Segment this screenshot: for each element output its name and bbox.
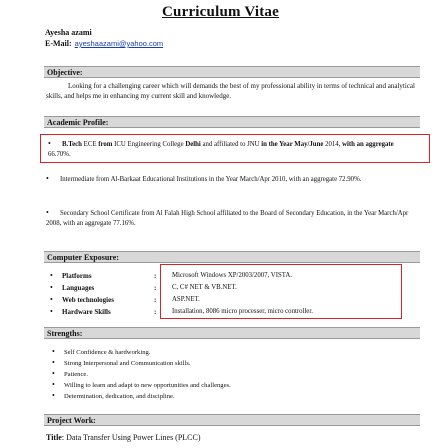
skill-row <box>50 283 168 292</box>
project-title-label: Title <box>46 433 62 442</box>
skill-row <box>50 307 168 316</box>
skill-value: Microsoft Windows XP/2003/2007, VISTA. <box>172 272 292 279</box>
btech-in-year: in the Year May/June <box>261 141 324 148</box>
strength-text: Self Confidence & hardworking. <box>64 349 151 356</box>
strength-item <box>52 391 175 400</box>
bullet-icon: • <box>52 380 55 389</box>
bullet-icon: • <box>50 295 53 304</box>
skill-row <box>50 295 168 304</box>
bullet-icon: • <box>50 307 53 316</box>
bullet-icon: • <box>52 358 55 367</box>
email-link[interactable]: ayeshaazami@yahoo.com <box>74 39 164 48</box>
bullet-icon: • <box>52 369 55 378</box>
objective-heading: Objective: <box>44 66 420 78</box>
skill-sep: : <box>154 308 157 316</box>
skill-label: Hardware Skills <box>62 308 111 316</box>
bullet-icon: • <box>50 271 53 280</box>
btech-degree: B.Tech <box>62 141 82 148</box>
bullet-icon: • <box>46 174 49 183</box>
strength-item <box>52 369 88 378</box>
academic-intermediate <box>46 174 420 185</box>
skill-value: ASP.NET. <box>172 296 200 303</box>
bullet-icon: • <box>52 391 55 400</box>
bullet-icon: • <box>48 139 51 148</box>
btech-college: ICU Engineering College <box>112 141 186 148</box>
strength-text: Patience. <box>64 371 88 378</box>
btech-branch: ECE <box>81 141 99 148</box>
secondary-text: Secondary School Certificate from Al Falah High School affiliated to the Board of Secondary Education, in the Year March/Apr 2008, with an aggregate 77.16%. <box>46 210 409 227</box>
computer-heading: Computer Exposure: <box>44 251 420 263</box>
document-title: Curriculum Vitae <box>162 4 279 20</box>
skill-row <box>50 271 168 280</box>
objective-text <box>46 82 420 101</box>
strength-item <box>52 380 231 389</box>
candidate-name: Ayesha azami <box>45 28 92 37</box>
strength-item <box>52 358 191 367</box>
skill-value: C, C# NET & VB.NET. <box>172 284 237 291</box>
skill-label: Platforms <box>62 272 92 280</box>
academic-btech <box>48 139 414 159</box>
email-line <box>45 39 163 48</box>
strengths-heading: Strengths: <box>44 327 420 339</box>
strength-text: Determination, dedication, and discipline. <box>64 393 175 400</box>
skill-sep: : <box>154 272 157 280</box>
btech-city: Delhi <box>185 141 201 148</box>
btech-agg: 66.70%. <box>48 150 71 158</box>
skill-sep: : <box>154 296 157 304</box>
strength-text: Willing to learn and adapt to new opportunities and challenges. <box>64 382 231 389</box>
strength-text: Strong Interpersonal and Communication skills. <box>64 360 191 367</box>
bullet-icon: • <box>52 347 55 356</box>
intermediate-text: Intermediate from Al-Barkaat Educational Institutions in the Year March/Apr 2010, with an aggregate 72.90%. <box>60 176 362 183</box>
strength-item <box>52 347 150 356</box>
skill-value: Installation, 8086 micro processer, micro controller. <box>172 308 313 315</box>
project-title-line <box>46 433 201 442</box>
btech-affiliated: and affiliated to JNU <box>200 141 262 148</box>
academic-secondary <box>46 208 420 228</box>
btech-from: from <box>98 141 113 148</box>
bullet-icon: • <box>46 208 49 217</box>
objective-body: Looking for a challenging career which will demands the best of my professional ability in terms of technical and analytical skills, and helps me in enhancing my current skill and knowledge. <box>46 82 415 100</box>
btech-with-agg: with an aggregate <box>342 141 394 148</box>
skill-label: Languages <box>62 284 95 292</box>
academic-heading: Academic Profile: <box>44 116 420 128</box>
email-label: E-Mail: <box>45 39 72 48</box>
project-heading: Project Work: <box>44 414 420 426</box>
bullet-icon: • <box>50 283 53 292</box>
project-title-value: : Data Transfer Using Power Lines (PLCC) <box>61 433 201 442</box>
skill-label: Web technologies <box>62 296 114 304</box>
skill-sep: : <box>154 284 157 292</box>
btech-year: 2014, <box>323 141 343 148</box>
